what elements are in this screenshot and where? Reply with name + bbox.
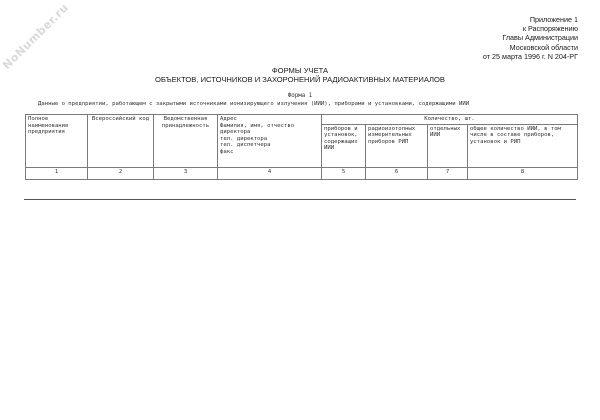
column-number: 2	[88, 167, 154, 179]
column-number: 1	[26, 167, 88, 179]
appendix-block	[483, 15, 578, 61]
title-line-2: ОБЪЕКТОВ, ИСТОЧНИКОВ И ЗАХОРОНЕНИЙ РАДИОАКТИВНЫХ МАТЕРИАЛОВ	[154, 75, 446, 85]
appendix-line: Московской области	[509, 42, 578, 52]
title-line-1: ФОРМЫ УЧЕТА	[271, 66, 329, 75]
header-separate-sources: отдельных ИИИ	[428, 124, 468, 167]
header-address-title: Адрес	[220, 116, 237, 122]
document-title	[0, 66, 600, 85]
appendix-line: Приложение 1	[529, 15, 578, 24]
column-number: 3	[154, 167, 218, 179]
form-label: Форма 1	[287, 93, 313, 99]
header-quantity: Количество, шт.	[322, 115, 578, 125]
appendix-line: Главы Администрации	[502, 33, 578, 43]
form-caption: Данные о предприятии, работающем с закрытыми источниками ионизирующего излучения (ИИИ), приборами и установками, содержащими ИИИ	[38, 101, 470, 107]
header-radioisotope-devices: радиоизотопных измерительных приборов РИП	[366, 124, 428, 167]
header-code: Всероссийский код	[88, 115, 154, 168]
appendix-line: к Распоряжению	[522, 24, 578, 34]
header-address	[218, 115, 322, 168]
column-number: 8	[468, 167, 578, 179]
header-address-line: Фамилия, имя, отчество директора	[220, 122, 295, 136]
appendix-line: от 25 марта 1996 г. N 204-РГ	[482, 51, 578, 61]
header-department: Ведомственная принадлежность	[154, 115, 218, 168]
divider	[24, 199, 576, 200]
column-number: 6	[366, 167, 428, 179]
header-devices: приборов и установок, содержащих ИИИ	[322, 124, 366, 167]
header-full-name: Полное наименование предприятия	[26, 115, 88, 168]
header-address-line: факс	[220, 148, 234, 155]
form-table	[25, 114, 578, 180]
header-total-sources: общее количество ИИИ, в том числе в составе приборов, установок и РИП	[468, 124, 578, 167]
column-number: 4	[218, 167, 322, 179]
column-number-row	[26, 167, 578, 179]
watermark: NoNumber.ru	[0, 1, 72, 72]
column-number: 7	[428, 167, 468, 179]
header-address-line: тел. диспетчера	[220, 142, 271, 149]
column-number: 5	[322, 167, 366, 179]
header-address-line: тел. директора	[220, 135, 268, 142]
